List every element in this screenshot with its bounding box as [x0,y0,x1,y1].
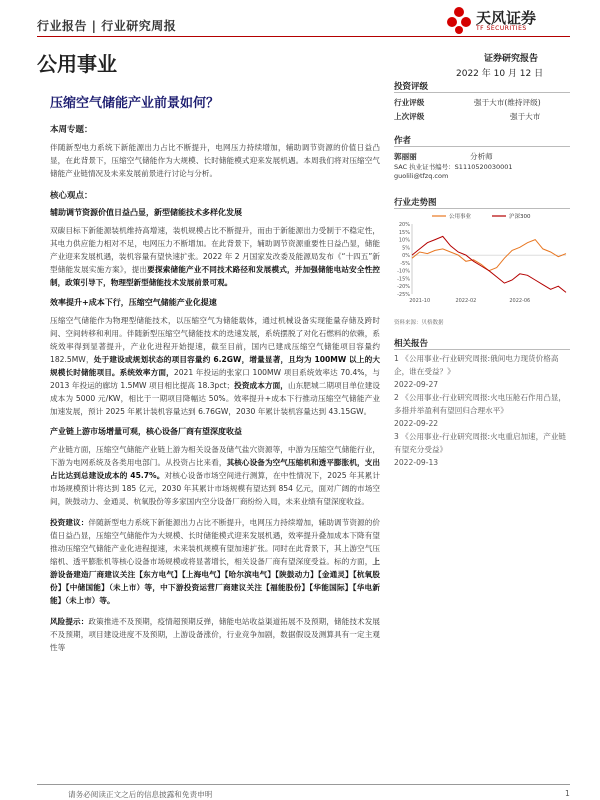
y-tick-label: -15% [397,276,410,283]
legend-label: 沪深300 [509,214,531,220]
paragraph-5: 风险提示：政策推进不及预期，疫情超预期反弹，储能电站收益渠道拓展不及预期，储能技术发展不及预期，项目建设进度不及预期，上游设备涨价，行业竞争加剧，数据假设及测算具有一定主观性等 [50,617,381,652]
section-heading-2: 效率提升+成本下行，压缩空气储能产业化提速 [50,298,217,307]
related-divider [394,349,570,350]
rating-label-1: 上次评级 [394,112,425,121]
author-divider [394,146,570,147]
footer-disclaimer: 请务必阅读正文之后的信息披露和免责申明 [68,790,213,799]
report-date: 2022 年 10 月 12 日 [456,69,544,79]
related-date: 2022-09-22 [394,419,439,428]
trend-chart [392,210,570,310]
x-tick-label: 2021-10 [409,298,431,304]
y-tick-label: 0% [402,253,410,260]
logo-text: 天风证券 [476,9,537,27]
related-item[interactable] [394,391,570,430]
x-tick-label: 2022-02 [455,298,477,304]
y-tick-label: 20% [398,222,410,228]
page-title: 压缩空气储能产业前景如何？ [50,96,220,111]
related-num: 3 [394,432,399,441]
topic-heading: 本周专题： [50,125,93,135]
chart-source: 资料来源：贝格数据 [394,320,444,326]
main-body [50,123,380,654]
related-text: 《公用事业-行业研究周报:火电重启加速，产业链有望充分受益》 [394,432,567,454]
paragraph-4: 投资建议：伴随新型电力系统下新能源出力占比不断提升，电网压力持续增加，辅助调节资源的价值日益凸显，压缩空气储能作为大规模、长时储能模式迎来发展机遇，效率提升叠加成本下降有望推动压缩空气储能产业化进程提速，未来装机规模有望加速扩张。同时在此背景下，其上游空气压缩机、透平膨胀机等核心设备市场规模或将显著增长，相关设备厂商有望深度受益。标的方面，上游设备建造厂商建议关注【东方电气】【上海电气】【哈尔滨电气】【陕鼓动力】【金通灵】【杭氧股份】【中储国能】（未上市）等，中下游投资运营厂商建议关注【福能股份】【华能国际】【华电新能】（未上市）等。 [50,518,381,605]
header-divider [37,36,570,37]
related-date: 2022-09-27 [394,380,439,389]
report-type: 证券研究报告 [484,54,539,64]
trend-chart-svg [392,210,570,306]
logo-subtext: TF SECURITIES [476,25,527,32]
paragraph-3: 产业链方面，压缩空气储能产业链上游为相关设备及储气盐穴资源等，中游为压缩空气储能行业，下游为电网系统及各类用电部门。从投资占比来看，其核心设备为空气压缩机和透平膨胀机，支出占比达到总建设成本的 45.7%。对核心设备市场空间进行测算，在中性情况下，2025 年其累计市场规模预计将达到 185 亿元，2030 年其累计市场规模有望达到 854 亿元，面对广阔的市场空间，陕鼓动力、金通灵、杭氧股份等多家国内空分设备厂商纷纷入局，未来业绩有望深度收益。 [50,445,381,506]
footer-divider [37,784,570,785]
core-heading: 核心观点： [50,191,93,201]
y-tick-label: 10% [398,237,410,244]
author-email[interactable]: guolili@tfzq.com [394,172,449,180]
related-text: 《公用事业-行业研究周报:火电压舱石作用凸显，多措并举盈利有望回归合理水平》 [394,393,567,415]
related-num: 1 [394,354,399,363]
related-text: 《公用事业-行业研究周报:俄间电力现货价格高企，谁在受益？》 [394,354,559,376]
related-num: 2 [394,393,399,402]
related-item[interactable] [394,352,570,391]
y-tick-label: -10% [397,268,410,275]
trend-heading: 行业走势图 [394,198,437,208]
y-tick-label: 5% [402,245,410,252]
related-date: 2022-09-13 [394,458,439,467]
section-heading-1: 辅助调节资源价值日益凸显，新型储能技术多样化发展 [50,208,242,217]
author-sac: SAC 执业证书编号：S1110520030001 [394,163,513,171]
topic-paragraph: 伴随新型电力系统下新能源出力占比不断提升，电网压力持续增加，辅助调节资源的价值日益凸显，在此背景下，压缩空气储能作为大规模、长时储能模式迎来发展机遇。本周我们将对压缩空气储能产业链情况及未来发展前景进行讨论与分析。 [50,143,380,178]
tf-logo [446,6,472,34]
y-tick-label: -5% [400,260,410,267]
author-heading: 作者 [394,136,412,146]
rating-value-0: 强于大市(维持评级) [474,98,541,107]
y-tick-label: -20% [397,284,410,291]
y-tick-label: -25% [397,292,410,298]
logo-icon [446,6,472,34]
related-heading: 相关报告 [394,339,429,349]
rating-heading: 投资评级 [394,82,429,92]
series-line-1 [412,236,566,292]
related-item[interactable] [394,430,570,469]
trend-divider [394,208,570,209]
rating-divider [394,92,570,93]
related-list [394,352,570,469]
rating-label-0: 行业评级 [394,98,425,107]
x-tick-label: 2022-06 [509,298,531,304]
author-name: 郭丽丽 [394,152,417,161]
industry-name: 公用事业 [37,52,117,76]
author-role: 分析师 [470,152,493,161]
y-tick-label: 15% [398,229,410,236]
rating-value-1: 强于大市 [510,112,541,121]
paragraph-2: 压缩空气储能作为物理型储能技术，以压缩空气为储能载体，通过机械设备实现能量存储及跨时间、空间转移和利用。伴随新型压缩空气储能技术的迭速发展，系统摆脱了对化石燃料的依赖，系统效率得到显著提升，产业化进程开始提速，截至目前，国内已建成压缩空气储能项目容量约 182.5MW，处于建设或规划状态的项目容量约 6.2GW，增量显著，且均为 100MW 以上的大规模长时储能项目。系统效率方面，2021 年投运的张家口 100MW 项目系统效率达 70.4%，与 2013 年投运的廊坊 1.5MW 项目相比提高 18.3pct；投资成本方面，山东肥城二期项目单位建设成本为 5000 元/KW，相比于一期项目降幅达 50%。效率提升+成本下行推动压缩空气储能产业加速发展，预计 2025 年累计装机容量达到 6.76GW，2030 年累计装机容量达到 43.15GW。 [50,316,381,416]
paragraph-1: 双碳目标下新能源装机维持高增速，装机规模占比不断提升，而由于新能源出力受制于不稳定性，其电力供应能力相对不足，电网压力不断增加。在此背景下，辅助调节资源重要性日益凸显，储能产业迎来发展机遇，装机容量有望快速扩张。2022 年 2 月国家发改委及能源局发布《“十四五”新型储能发展实施方案》，提出要探索储能产业不同技术路径和发展模式，并加强储能电站安全性控制，政策引导下，物理型新型储能技术发展前景可观。 [50,226,380,287]
legend-label: 公用事业 [449,214,472,220]
report-category: 行业报告 | 行业研究周报 [37,19,177,33]
section-heading-3: 产业链上游市场增量可观，核心设备厂商有望深度收益 [50,427,242,436]
page-number: 1 [565,789,570,798]
